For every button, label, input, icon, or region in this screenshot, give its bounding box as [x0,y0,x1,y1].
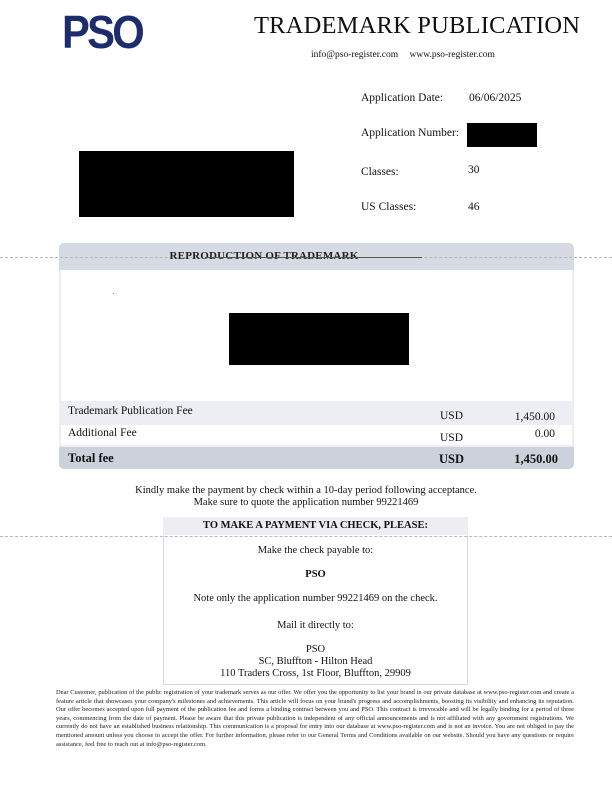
fee-currency-additional: USD [440,432,464,444]
redacted-trademark-image [229,313,409,365]
address-line1: SC, Bluffton - Hilton Head [258,656,373,667]
address-line2: 110 Traders Cross, 1st Floor, Bluffton, 29909 [220,668,411,679]
disclaimer-text: Dear Customer, publication of the public registration of your trademark serves as our offer. We offer you the opportunity to list your brand in our private database at www.pso-register.com and create a feature article that showcases your company's milestones and achievements. This article will focus on your brand's progress and accomplishments, boosting its visibility and enhancing its reputation. Our offer becomes accepted upon full payment of the publication fee and forms a binding contract between you and PSO. This contract is irrevocable and will be legally binding for a period of three years, commencing from the date of payment. Please be aware that this private publication is independent of any official announcements and is not affiliated with any government registrations. We currently do not have an established business relationship. This communication is a proposal for entry into our database at www.pso-register.com and is not an invoice. You are not obliged to pay the mentioned amount unless you choose to accept the offer. For further information, please refer to our General Terms and Conditions available on our website. Should you have any questions or require assistance, feel free to reach out at info@pso-register.com. [56,689,574,748]
total-fee-currency: USD [439,452,465,466]
payment-instruction-line1: Kindly make the payment by check within a 10-day period following acceptance. [135,485,477,496]
title-strike-line [205,257,422,258]
payee-name: PSO [305,569,326,580]
total-fee-label: Total fee [68,451,114,465]
check-note: Note only the application number 99221469 on the check. [193,593,438,604]
reproduction-title: REPRODUCTION OF TRADEMARK [169,250,359,262]
fee-label-publication: Trademark Publication Fee [68,405,193,417]
fee-label-additional: Additional Fee [68,427,137,439]
total-fee-amount: 1,450.00 [514,452,558,466]
payable-to-label: Make the check payable to: [257,545,374,556]
address-name: PSO [305,644,326,655]
fee-amount-additional: 0.00 [534,428,555,440]
mail-label: Mail it directly to: [277,620,354,631]
application-date-label: Application Date: [361,92,444,104]
application-number-label: Application Number: [361,127,460,139]
classes-label: Classes: [361,166,399,178]
classes-value: 30 [468,164,480,176]
pso-logo [62,9,144,53]
payment-box-title: TO MAKE A PAYMENT VIA CHECK, PLEASE: [203,520,428,531]
fee-amount-publication: 1,450.00 [514,411,555,423]
us-classes-label: US Classes: [361,201,417,213]
document-title: TRADEMARK PUBLICATION [254,12,581,39]
us-classes-value: 46 [468,201,480,213]
application-date-value: 06/06/2025 [469,92,522,104]
redacted-application-number [467,123,537,147]
contact-line [311,50,495,60]
fold-line-middle [0,536,612,537]
payment-instruction-line2: Make sure to quote the application number 99221469 [193,497,419,508]
svg-text:PSO: PSO [62,9,144,53]
fee-currency-publication: USD [440,410,464,422]
contact-website[interactable]: www.pso-register.com [409,50,495,60]
redacted-block-applicant [79,151,294,217]
contact-email[interactable]: info@pso-register.com [311,50,399,60]
scan-speck [113,293,114,294]
